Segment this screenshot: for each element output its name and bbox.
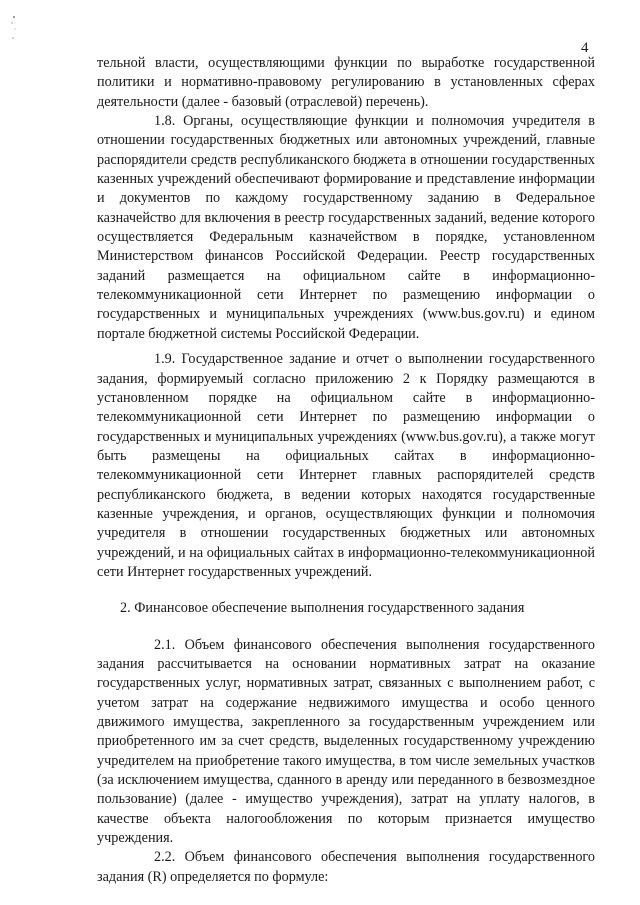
paragraph-intro: тельной власти, осуществляющими функции по выработке государственной политики и нормативно-правовому регулированию в установленных сферах деятельности (далее - базовый (отраслевой) перечень). bbox=[97, 55, 595, 110]
document-body bbox=[97, 54, 595, 887]
section-heading-2: 2. Финансовое обеспечение выполнения государственного задания bbox=[120, 600, 525, 617]
paragraph-1-8: 1.8. Органы, осуществляющие функции и полномочия учредителя в отношении государственных бюджетных или автономных учреждений, главные распорядители средств республиканского бюджета в отношении государственных казенных учреждений обеспечивают формирование и представление информации и документов по каждому государственному заданию в Федеральное казначейство для включения в реестр государственных заданий, ведение которого осуществляется Федеральным казначейством в порядке, установленном Министерством финансов Российской Федерации. Реестр государственных заданий размещается на официальном сайте в информационно-телекоммуникационной сети Интернет по размещению информации о государственных и муниципальных учреждениях (www.bus.gov.ru) и едином портале бюджетной системы Российской Федерации. bbox=[97, 113, 595, 342]
page-number: 4 bbox=[581, 40, 589, 56]
scan-specks bbox=[10, 14, 40, 44]
paragraph-1-9: 1.9. Государственное задание и отчет о выполнении государственного задания, формируемый согласно приложению 2 к Порядку размещаются в установленном порядке на официальном сайте в информационно-телекоммуникационной сети Интернет по размещению информации о государственных и муниципальных учреждениях (www.bus.gov.ru), а также могут быть размещены на официальных сайтах в информационно-телекоммуникационной сети Интернет главных распорядителей средств республиканского бюджета, в ведении которых находятся государственные казенные учреждения, и органов, осуществляющих функции и полномочия учредителя в отношении государственных бюджетных или автономных учреждений, и на официальных сайтах в информационно-телекоммуникационной сети Интернет государственных учреждений. bbox=[97, 351, 595, 580]
paragraph-2-1: 2.1. Объем финансового обеспечения выполнения государственного задания рассчитывается на основании нормативных затрат на оказание государственных услуг, нормативных затрат, связанных с выполнением работ, с учетом затрат на содержание недвижимого имущества и особо ценного движимого имущества, закрепленного за государственным учреждением или приобретенного им за счет средств, выделенных государственному учреждению учредителем на приобретение такого имущества, в том числе земельных участков (за исключением имущества, сданного в аренду или переданного в безвозмездное пользование) (далее - имущество учреждения), затрат на уплату налогов, в качестве объекта налогообложения по которым признается имущество учреждения. bbox=[97, 636, 595, 847]
paragraph-2-2: 2.2. Объем финансового обеспечения выполнения государственного задания (R) определяется по формуле: bbox=[97, 849, 595, 885]
